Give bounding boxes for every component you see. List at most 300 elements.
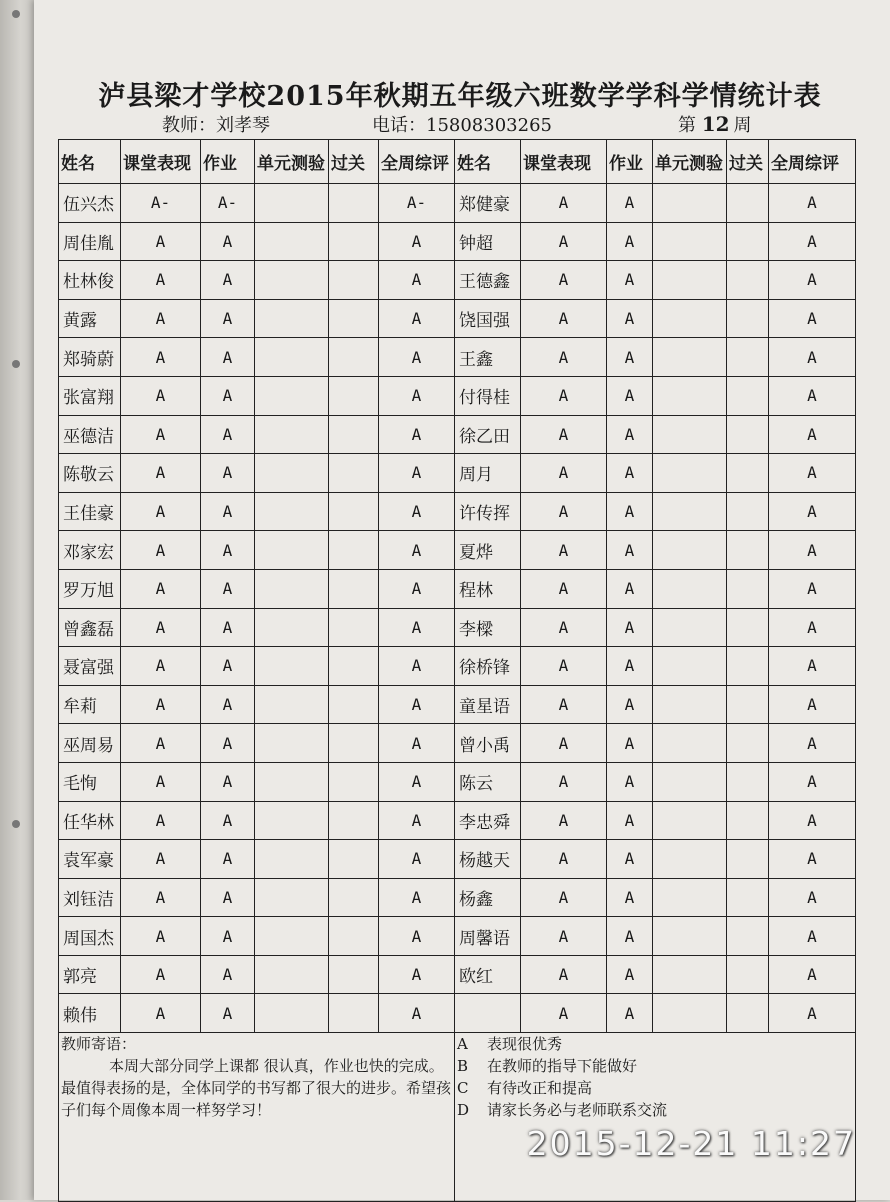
class-performance-cell: A	[521, 454, 607, 493]
unit-test-cell	[653, 454, 727, 493]
weekly-rating-cell: A	[769, 376, 856, 415]
unit-test-cell	[255, 569, 329, 608]
homework-cell: A	[201, 492, 255, 531]
homework-cell: A	[201, 994, 255, 1033]
pass-cell	[329, 338, 379, 377]
class-performance-cell: A	[521, 994, 607, 1033]
pass-cell	[727, 338, 769, 377]
weekly-rating-cell: A	[769, 569, 856, 608]
weekly-rating-cell: A	[379, 376, 455, 415]
class-performance-cell: A	[121, 492, 201, 531]
weekly-rating-cell: A	[769, 801, 856, 840]
weekly-rating-cell: A	[769, 338, 856, 377]
unit-test-cell	[653, 608, 727, 647]
unit-test-cell	[653, 994, 727, 1033]
header-cell: 过关	[329, 140, 379, 184]
weekly-rating-cell: A	[769, 685, 856, 724]
name-cell: 杨鑫	[455, 878, 521, 917]
class-performance-cell: A	[521, 299, 607, 338]
class-performance-cell: A	[121, 685, 201, 724]
name-cell: 郑骑蔚	[59, 338, 121, 377]
table-row	[59, 184, 856, 223]
header-cell: 课堂表现	[121, 140, 201, 184]
name-cell: 巫周易	[59, 724, 121, 763]
legend-item	[455, 1099, 855, 1121]
notes-row	[59, 1033, 856, 1202]
weekly-rating-cell: A	[379, 994, 455, 1033]
table-row	[59, 222, 856, 261]
unit-test-cell	[255, 840, 329, 879]
class-performance-cell: A	[121, 338, 201, 377]
homework-cell: A	[607, 878, 653, 917]
class-performance-cell: A	[121, 222, 201, 261]
weekly-rating-cell: A	[379, 338, 455, 377]
unit-test-cell	[653, 878, 727, 917]
name-cell: 李樑	[455, 608, 521, 647]
name-cell	[455, 994, 521, 1033]
homework-cell: A	[607, 531, 653, 570]
name-cell: 王鑫	[455, 338, 521, 377]
weekly-rating-cell: A	[769, 299, 856, 338]
class-performance-cell: A	[521, 917, 607, 956]
name-cell: 曾鑫磊	[59, 608, 121, 647]
class-performance-cell: A	[121, 724, 201, 763]
class-performance-cell: A	[121, 569, 201, 608]
homework-cell: A	[607, 994, 653, 1033]
pass-cell	[329, 685, 379, 724]
pass-cell	[727, 762, 769, 801]
name-cell: 赖伟	[59, 994, 121, 1033]
homework-cell: A	[607, 724, 653, 763]
table-row	[59, 569, 856, 608]
class-performance-cell: A	[121, 801, 201, 840]
class-performance-cell: A	[521, 531, 607, 570]
header-cell: 单元测验	[653, 140, 727, 184]
name-cell: 杨越天	[455, 840, 521, 879]
table-row	[59, 762, 856, 801]
class-performance-cell: A	[121, 647, 201, 686]
class-performance-cell: A	[521, 376, 607, 415]
class-performance-cell: A	[521, 685, 607, 724]
unit-test-cell	[255, 299, 329, 338]
week-label	[678, 111, 751, 137]
class-performance-cell: A	[521, 801, 607, 840]
header-cell: 作业	[201, 140, 255, 184]
homework-cell: A	[201, 415, 255, 454]
name-cell: 毛恂	[59, 762, 121, 801]
pass-cell	[329, 299, 379, 338]
homework-cell: A	[201, 531, 255, 570]
page-title: 泸县梁才学校2015年秋期五年级六班数学学科学情统计表	[98, 81, 822, 112]
unit-test-cell	[653, 801, 727, 840]
unit-test-cell	[653, 261, 727, 300]
weekly-rating-cell: A	[769, 724, 856, 763]
unit-test-cell	[653, 955, 727, 994]
name-cell: 付得桂	[455, 376, 521, 415]
header-cell: 过关	[727, 140, 769, 184]
unit-test-cell	[653, 569, 727, 608]
table-row	[59, 878, 856, 917]
name-cell: 夏烨	[455, 531, 521, 570]
name-cell: 张富翔	[59, 376, 121, 415]
pass-cell	[329, 762, 379, 801]
header-cell: 单元测验	[255, 140, 329, 184]
name-cell: 聂富强	[59, 647, 121, 686]
pass-cell	[727, 955, 769, 994]
class-performance-cell: A	[521, 338, 607, 377]
unit-test-cell	[653, 762, 727, 801]
table-row	[59, 917, 856, 956]
pass-cell	[727, 994, 769, 1033]
class-performance-cell: A	[121, 955, 201, 994]
table-row	[59, 685, 856, 724]
homework-cell: A	[607, 492, 653, 531]
weekly-rating-cell: A	[769, 261, 856, 300]
header-cell: 姓名	[59, 140, 121, 184]
table-row	[59, 492, 856, 531]
legend-key: D	[457, 1101, 470, 1120]
teacher-message	[59, 1033, 455, 1202]
class-performance-cell: A	[521, 222, 607, 261]
pass-cell	[727, 376, 769, 415]
pass-cell	[727, 415, 769, 454]
header-cell: 姓名	[455, 140, 521, 184]
weekly-rating-cell: A	[769, 917, 856, 956]
class-performance-cell: A	[521, 415, 607, 454]
name-cell: 王德鑫	[455, 261, 521, 300]
unit-test-cell	[653, 299, 727, 338]
table-header-row	[59, 140, 856, 184]
pass-cell	[329, 994, 379, 1033]
class-performance-cell: A	[121, 454, 201, 493]
name-cell: 童星语	[455, 685, 521, 724]
unit-test-cell	[255, 376, 329, 415]
name-cell: 周国杰	[59, 917, 121, 956]
class-performance-cell: A	[121, 261, 201, 300]
pass-cell	[727, 454, 769, 493]
homework-cell: A	[201, 801, 255, 840]
class-performance-cell: A	[121, 531, 201, 570]
unit-test-cell	[653, 685, 727, 724]
unit-test-cell	[653, 222, 727, 261]
homework-cell: A	[201, 338, 255, 377]
unit-test-cell	[653, 492, 727, 531]
unit-test-cell	[255, 338, 329, 377]
unit-test-cell	[653, 724, 727, 763]
homework-cell: A-	[201, 184, 255, 223]
unit-test-cell	[653, 415, 727, 454]
table-row	[59, 955, 856, 994]
pass-cell	[727, 647, 769, 686]
class-performance-cell: A	[121, 415, 201, 454]
pass-cell	[329, 608, 379, 647]
weekly-rating-cell: A	[769, 762, 856, 801]
legend-key: C	[457, 1079, 469, 1098]
name-cell: 徐桥锋	[455, 647, 521, 686]
weekly-rating-cell: A	[769, 608, 856, 647]
name-cell: 邓家宏	[59, 531, 121, 570]
legend-text: 表现很优秀	[487, 1035, 563, 1054]
weekly-rating-cell: A	[379, 415, 455, 454]
weekly-rating-cell: A	[769, 647, 856, 686]
unit-test-cell	[255, 801, 329, 840]
name-cell: 黄露	[59, 299, 121, 338]
grade-table	[58, 139, 856, 1202]
legend-item	[455, 1033, 855, 1055]
weekly-rating-cell: A	[379, 917, 455, 956]
name-cell: 欧红	[455, 955, 521, 994]
binder-hole	[12, 360, 20, 368]
table-row	[59, 840, 856, 879]
homework-cell: A	[201, 917, 255, 956]
header-cell: 作业	[607, 140, 653, 184]
weekly-rating-cell: A	[769, 184, 856, 223]
homework-cell: A	[201, 724, 255, 763]
unit-test-cell	[255, 531, 329, 570]
header-cell: 课堂表现	[521, 140, 607, 184]
weekly-rating-cell: A	[379, 955, 455, 994]
weekly-rating-cell: A-	[379, 184, 455, 223]
table-row	[59, 724, 856, 763]
table-row	[59, 376, 856, 415]
pass-cell	[727, 685, 769, 724]
weekly-rating-cell: A	[379, 454, 455, 493]
homework-cell: A	[607, 222, 653, 261]
name-cell: 陈云	[455, 762, 521, 801]
name-cell: 刘钰洁	[59, 878, 121, 917]
homework-cell: A	[607, 338, 653, 377]
weekly-rating-cell: A	[379, 878, 455, 917]
name-cell: 牟莉	[59, 685, 121, 724]
class-performance-cell: A	[521, 647, 607, 686]
pass-cell	[329, 724, 379, 763]
class-performance-cell: A	[521, 840, 607, 879]
weekly-rating-cell: A	[379, 261, 455, 300]
weekly-rating-cell: A	[379, 299, 455, 338]
homework-cell: A	[607, 917, 653, 956]
homework-cell: A	[607, 840, 653, 879]
weekly-rating-cell: A	[379, 608, 455, 647]
pass-cell	[727, 299, 769, 338]
homework-cell: A	[607, 762, 653, 801]
homework-cell: A	[607, 376, 653, 415]
weekly-rating-cell: A	[769, 454, 856, 493]
class-performance-cell: A	[521, 184, 607, 223]
name-cell: 巫德洁	[59, 415, 121, 454]
table-row	[59, 647, 856, 686]
unit-test-cell	[255, 685, 329, 724]
homework-cell: A	[607, 801, 653, 840]
unit-test-cell	[255, 261, 329, 300]
pass-cell	[329, 878, 379, 917]
homework-cell: A	[201, 222, 255, 261]
weekly-rating-cell: A	[769, 955, 856, 994]
name-cell: 郭亮	[59, 955, 121, 994]
name-cell: 周月	[455, 454, 521, 493]
homework-cell: A	[607, 184, 653, 223]
class-performance-cell: A	[121, 376, 201, 415]
class-performance-cell: A	[121, 878, 201, 917]
homework-cell: A	[201, 608, 255, 647]
legend-item	[455, 1055, 855, 1077]
binder-hole	[12, 10, 20, 18]
pass-cell	[727, 724, 769, 763]
unit-test-cell	[255, 762, 329, 801]
table-row	[59, 415, 856, 454]
homework-cell: A	[201, 261, 255, 300]
weekly-rating-cell: A	[379, 531, 455, 570]
table-row	[59, 801, 856, 840]
weekly-rating-cell: A	[769, 840, 856, 879]
name-cell: 周佳胤	[59, 222, 121, 261]
week-suffix: 周	[733, 115, 752, 136]
homework-cell: A	[201, 878, 255, 917]
weekly-rating-cell: A	[379, 762, 455, 801]
pass-cell	[727, 261, 769, 300]
table-row	[59, 608, 856, 647]
pass-cell	[329, 917, 379, 956]
name-cell: 任华林	[59, 801, 121, 840]
legend-key: B	[457, 1057, 469, 1076]
phone-label: 电话：15808303265	[372, 115, 552, 136]
name-cell: 钟超	[455, 222, 521, 261]
pass-cell	[727, 917, 769, 956]
pass-cell	[329, 454, 379, 493]
name-cell: 罗万旭	[59, 569, 121, 608]
weekly-rating-cell: A	[379, 724, 455, 763]
pass-cell	[727, 569, 769, 608]
legend-text: 有待改正和提高	[487, 1079, 593, 1098]
homework-cell: A	[201, 685, 255, 724]
homework-cell: A	[201, 569, 255, 608]
grade-legend	[455, 1033, 856, 1202]
name-cell: 徐乙田	[455, 415, 521, 454]
teacher-label: 教师：刘孝琴	[162, 115, 270, 136]
class-performance-cell: A	[121, 608, 201, 647]
weekly-rating-cell: A	[379, 647, 455, 686]
weekly-rating-cell: A	[769, 492, 856, 531]
pass-cell	[329, 415, 379, 454]
legend-text: 请家长务必与老师联系交流	[487, 1101, 668, 1120]
weekly-rating-cell: A	[769, 222, 856, 261]
name-cell: 许传挥	[455, 492, 521, 531]
class-performance-cell: A	[521, 762, 607, 801]
class-performance-cell: A-	[121, 184, 201, 223]
teacher-message-body: 本周大部分同学上课都 很认真，作业也快的完成。最值得表扬的是，全体同学的书写都了很大的进步。希望孩子们每个周像本周一样努学习！	[61, 1057, 452, 1120]
name-cell: 郑健豪	[455, 184, 521, 223]
name-cell: 李忠舜	[455, 801, 521, 840]
name-cell: 饶国强	[455, 299, 521, 338]
pass-cell	[329, 184, 379, 223]
homework-cell: A	[201, 299, 255, 338]
homework-cell: A	[201, 840, 255, 879]
homework-cell: A	[607, 955, 653, 994]
weekly-rating-cell: A	[769, 415, 856, 454]
weekly-rating-cell: A	[379, 801, 455, 840]
class-performance-cell: A	[121, 762, 201, 801]
unit-test-cell	[653, 531, 727, 570]
binder-hole	[12, 820, 20, 828]
name-cell: 曾小禹	[455, 724, 521, 763]
unit-test-cell	[255, 492, 329, 531]
table-row	[59, 531, 856, 570]
homework-cell: A	[607, 299, 653, 338]
unit-test-cell	[255, 724, 329, 763]
teacher-message-title: 教师寄语：	[61, 1035, 137, 1054]
pass-cell	[727, 608, 769, 647]
weekly-rating-cell: A	[379, 685, 455, 724]
table-row	[59, 454, 856, 493]
pass-cell	[329, 801, 379, 840]
unit-test-cell	[653, 376, 727, 415]
homework-cell: A	[201, 762, 255, 801]
class-performance-cell: A	[521, 724, 607, 763]
homework-cell: A	[607, 454, 653, 493]
homework-cell: A	[201, 454, 255, 493]
class-performance-cell: A	[121, 917, 201, 956]
weekly-rating-cell: A	[379, 569, 455, 608]
unit-test-cell	[653, 338, 727, 377]
class-performance-cell: A	[521, 955, 607, 994]
unit-test-cell	[255, 917, 329, 956]
unit-test-cell	[653, 184, 727, 223]
weekly-rating-cell: A	[379, 222, 455, 261]
class-performance-cell: A	[121, 994, 201, 1033]
pass-cell	[727, 801, 769, 840]
unit-test-cell	[255, 184, 329, 223]
name-cell: 周馨语	[455, 917, 521, 956]
class-performance-cell: A	[521, 492, 607, 531]
pass-cell	[727, 222, 769, 261]
pass-cell	[727, 878, 769, 917]
header-cell: 全周综评	[769, 140, 856, 184]
week-number: 12	[701, 112, 730, 136]
homework-cell: A	[201, 647, 255, 686]
homework-cell: A	[201, 955, 255, 994]
name-cell: 陈敬云	[59, 454, 121, 493]
pass-cell	[727, 184, 769, 223]
pass-cell	[329, 531, 379, 570]
weekly-rating-cell: A	[769, 994, 856, 1033]
pass-cell	[329, 492, 379, 531]
pass-cell	[727, 531, 769, 570]
unit-test-cell	[255, 222, 329, 261]
class-performance-cell: A	[521, 608, 607, 647]
pass-cell	[329, 376, 379, 415]
unit-test-cell	[255, 647, 329, 686]
table-row	[59, 299, 856, 338]
unit-test-cell	[255, 415, 329, 454]
weekly-rating-cell: A	[379, 492, 455, 531]
class-performance-cell: A	[121, 840, 201, 879]
name-cell: 程林	[455, 569, 521, 608]
photo-timestamp: 2015-12-21 11:27	[526, 1124, 856, 1163]
pass-cell	[329, 569, 379, 608]
table-row	[59, 338, 856, 377]
weekly-rating-cell: A	[379, 840, 455, 879]
week-prefix: 第	[678, 115, 696, 136]
weekly-rating-cell: A	[769, 531, 856, 570]
homework-cell: A	[607, 415, 653, 454]
legend-key: A	[457, 1035, 468, 1054]
legend-text: 在教师的指导下能做好	[487, 1057, 638, 1076]
homework-cell: A	[607, 261, 653, 300]
name-cell: 伍兴杰	[59, 184, 121, 223]
homework-cell: A	[607, 647, 653, 686]
header-cell: 全周综评	[379, 140, 455, 184]
homework-cell: A	[607, 569, 653, 608]
pass-cell	[329, 647, 379, 686]
